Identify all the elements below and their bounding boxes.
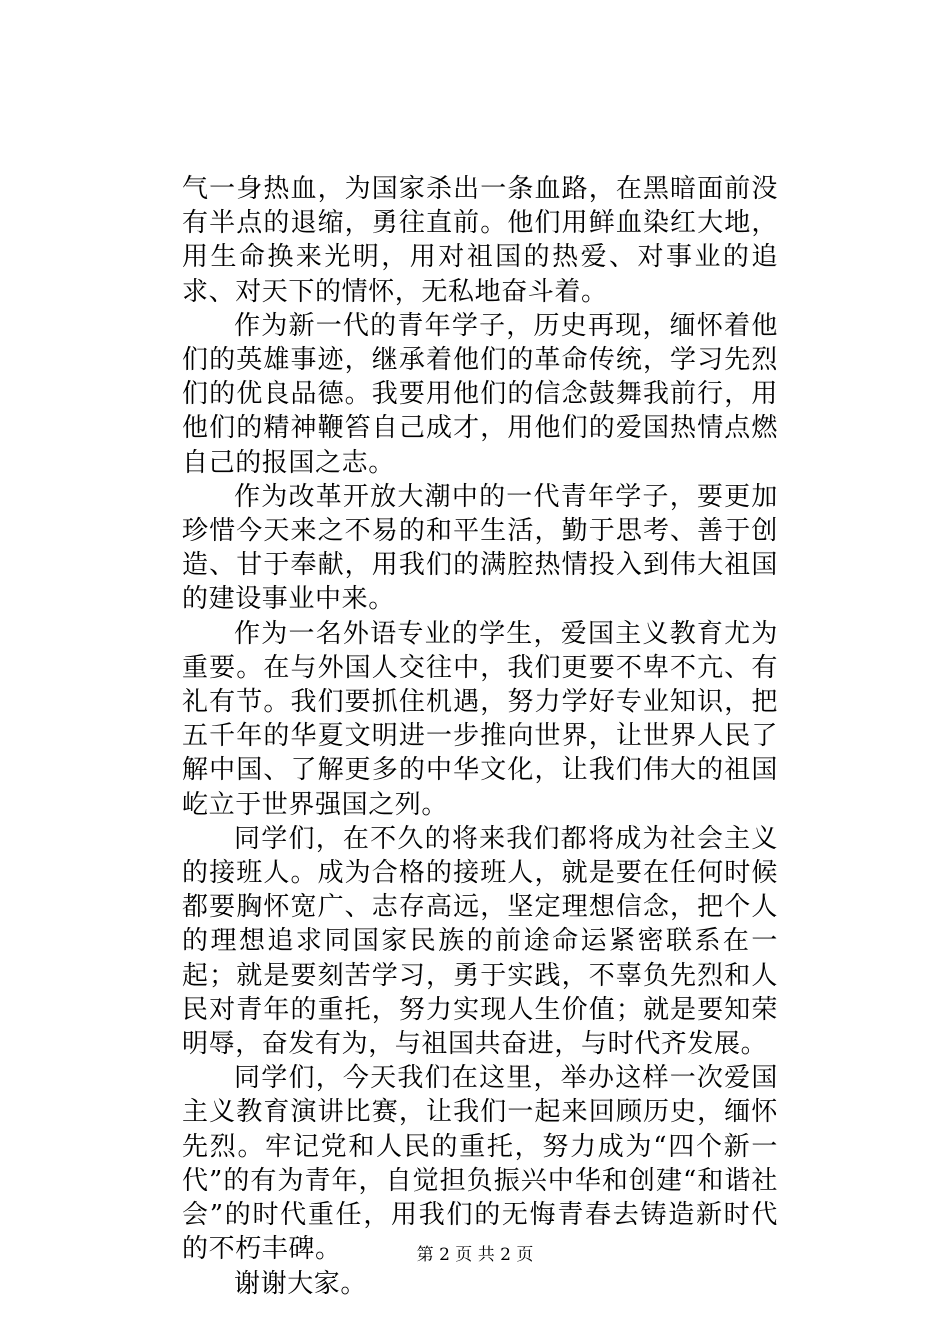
paragraph-new-generation: 作为新一代的青年学子，历史再现，缅怀着他们的英雄事迹，继承着他们的革命传统，学习先烈们的优良品德。我要用他们的信念鼓舞我前行，用他们的精神鞭笞自己成才，用他们的爱国热情点燃自己的报国之志。 [182, 310, 778, 478]
paragraph-thanks: 谢谢大家。 [234, 1268, 368, 1299]
paragraph-speech-contest: 同学们，今天我们在这里，举办这样一次爱国主义教育演讲比赛，让我们一起来回顾历史，缅怀先烈。牢记党和人民的重托，努力成为“四个新一代”的有为青年，自觉担负振兴中华和创建“和谐社会”的时代重任，用我们的无悔青春去铸造新时代的不朽丰碑。 [182, 1063, 778, 1265]
page-number-footer: 第 2 页 共 2 页 [416, 1245, 534, 1265]
paragraph-continuation: 气一身热血，为国家杀出一条血路，在黑暗面前没有半点的退缩，勇往直前。他们用鲜血染红大地，用生命换来光明，用对祖国的热爱、对事业的追求、对天下的情怀，无私地奋斗着。 [182, 174, 778, 307]
paragraph-foreign-language-student: 作为一名外语专业的学生，爱国主义教育尤为重要。在与外国人交往中，我们更要不卑不亢、有礼有节。我们要抓住机遇，努力学好专业知识，把五千年的华夏文明进一步推向世界，让世界人民了解中国、了解更多的中华文化，让我们伟大的祖国屹立于世界强国之列。 [182, 618, 778, 820]
document-body [182, 172, 778, 1301]
paragraph-reform-era: 作为改革开放大潮中的一代青年学子，要更加珍惜今天来之不易的和平生活，勤于思考、善于创造、甘于奉献，用我们的满腔热情投入到伟大祖国的建设事业中来。 [182, 481, 778, 615]
paragraph-successors: 同学们，在不久的将来我们都将成为社会主义的接班人。成为合格的接班人，就是要在任何时候都要胸怀宽广、志存高远，坚定理想信念，把个人的理想追求同国家民族的前途命运紧密联系在一起；就是要刻苦学习，勇于实践，不辜负先烈和人民对青年的重托，努力实现人生价值；就是要知荣明辱，奋发有为，与祖国共奋进，与时代齐发展。 [182, 823, 778, 1060]
